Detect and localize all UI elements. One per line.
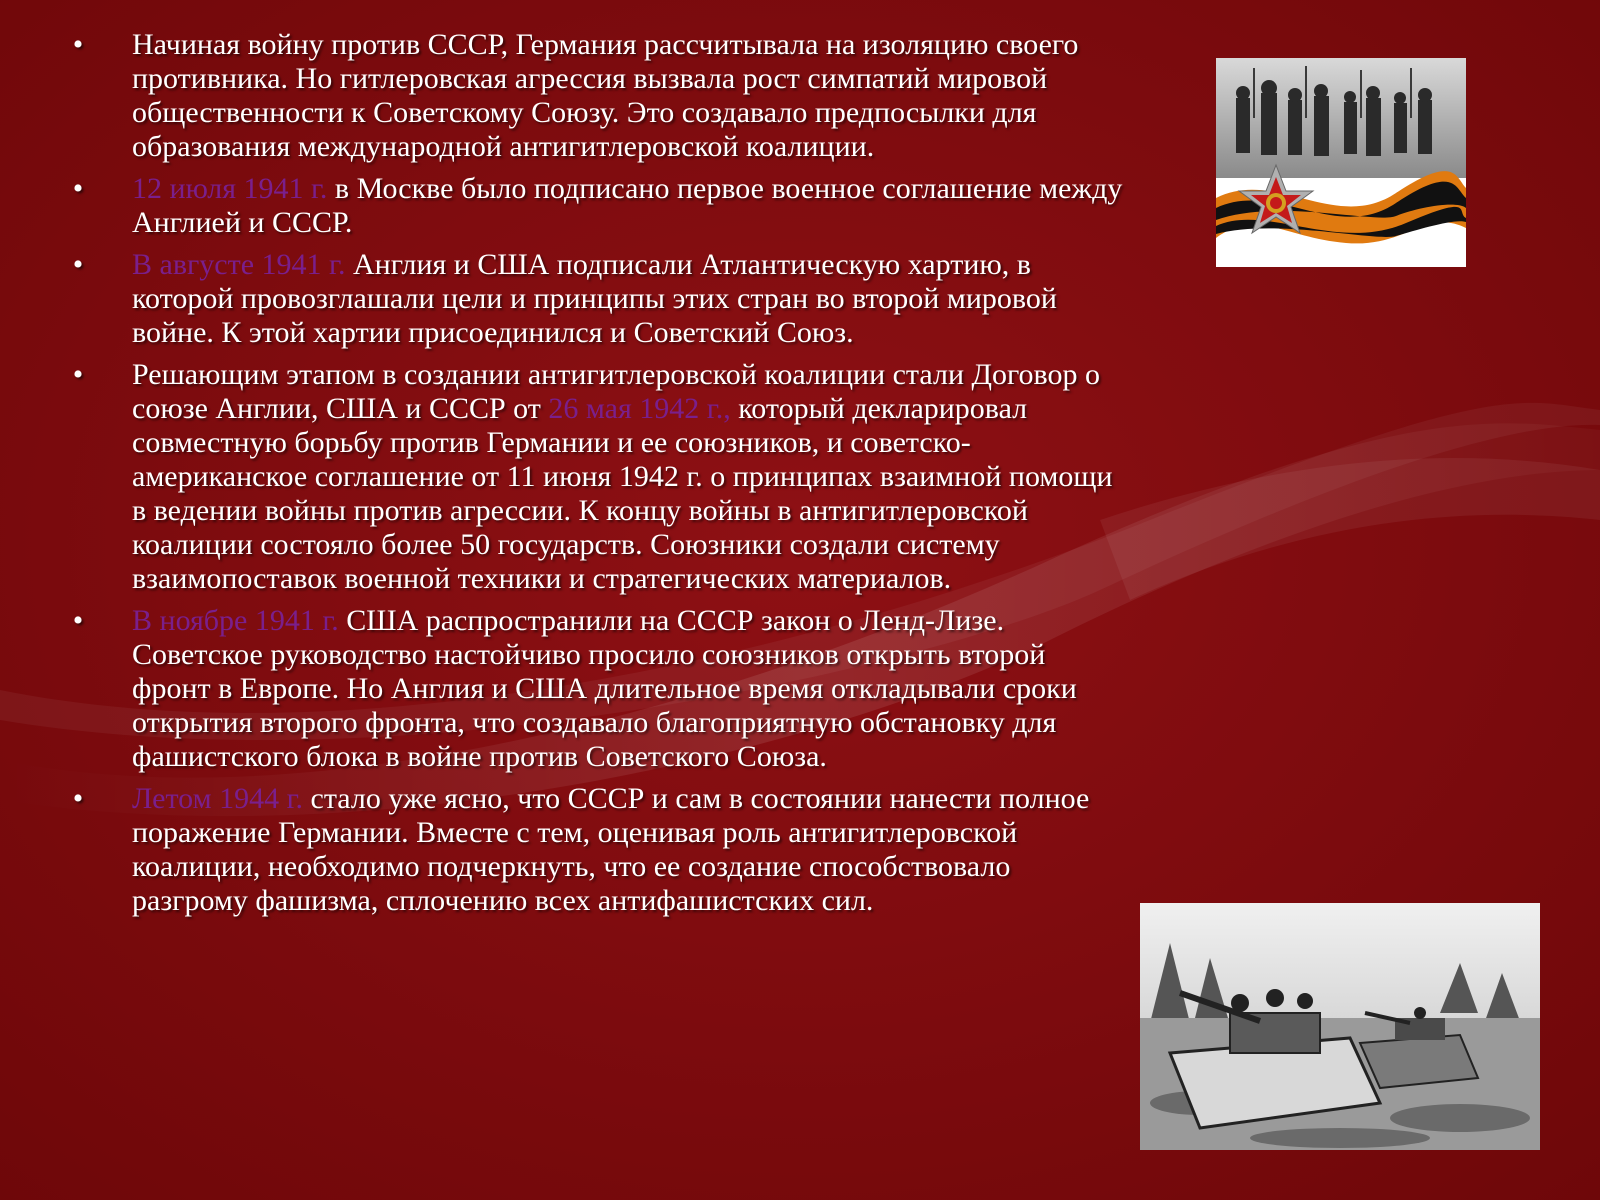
bullet-text: Англия и США подписали Атлантическую хартию, в которой провозглашали цели и принципы этих стран во второй мировой войне. К этой хартии присоединился и Советский Союз. <box>132 248 1057 349</box>
bullet-marker: • <box>72 358 84 391</box>
bullet-text: в Москве было подписано первое военное соглашение между Англией и СССР. <box>132 172 1123 239</box>
bullet-item <box>68 248 1128 350</box>
bullet-item <box>68 604 1128 774</box>
soldiers-ribbon-photo <box>1216 58 1466 267</box>
date-highlight: В ноябре 1941 г. <box>132 604 339 637</box>
date-highlight: 26 мая 1942 г., <box>548 392 731 425</box>
date-highlight: 12 июля 1941 г. <box>132 172 328 205</box>
date-highlight: В августе 1941 г. <box>132 248 346 281</box>
bullet-marker: • <box>72 28 84 61</box>
slide-content <box>68 28 1128 926</box>
bullet-marker: • <box>72 172 84 205</box>
bullet-text: США распространили на СССР закон о Ленд-Лизе. Советское руководство настойчиво просило союзников открыть второй фронт в Европе. Но Англия и США длительное время откладывали сроки открытия второго фронта, что создавало благоприятную обстановку для фашистского блока в войне против Советского Союза. <box>132 604 1077 773</box>
bullet-text: стало уже ясно, что СССР и сам в состоянии нанести полное поражение Германии. Вместе с тем, оценивая роль антигитлеровской коалиции, необходимо подчеркнуть, что ее создание способствовало разгрому фашизма, сплочению всех антифашистских сил. <box>132 782 1090 917</box>
bullet-item <box>68 172 1128 240</box>
bullet-marker: • <box>72 782 84 815</box>
bullet-text: Решающим этапом в создании антигитлеровской коалиции стали Договор о союзе Англии, США и СССР от <box>132 358 1100 425</box>
date-highlight: Летом 1944 г. <box>132 782 304 815</box>
bullet-item <box>68 28 1128 164</box>
bullet-item <box>68 358 1128 596</box>
bullet-marker: • <box>72 604 84 637</box>
bullet-marker: • <box>72 248 84 281</box>
bullet-list <box>68 28 1128 918</box>
tanks-photo <box>1140 903 1540 1150</box>
bullet-text: Начиная войну против СССР, Германия рассчитывала на изоляцию своего противника. Но гитлеровская агрессия вызвала рост симпатий мировой общественности к Советскому Союзу. Это создавало предпосылки для образования международной антигитлеровской коалиции. <box>132 28 1079 163</box>
bullet-item <box>68 782 1128 918</box>
bullet-text: который декларировал совместную борьбу против Германии и ее союзников, и советско-американское соглашение от 11 июня 1942 г. о принципах взаимной помощи в ведении войны против агрессии. К концу войны в антигитлеровской коалиции состояло более 50 государств. Союзники создали систему взаимопоставок военной техники и стратегических материалов. <box>132 392 1113 595</box>
